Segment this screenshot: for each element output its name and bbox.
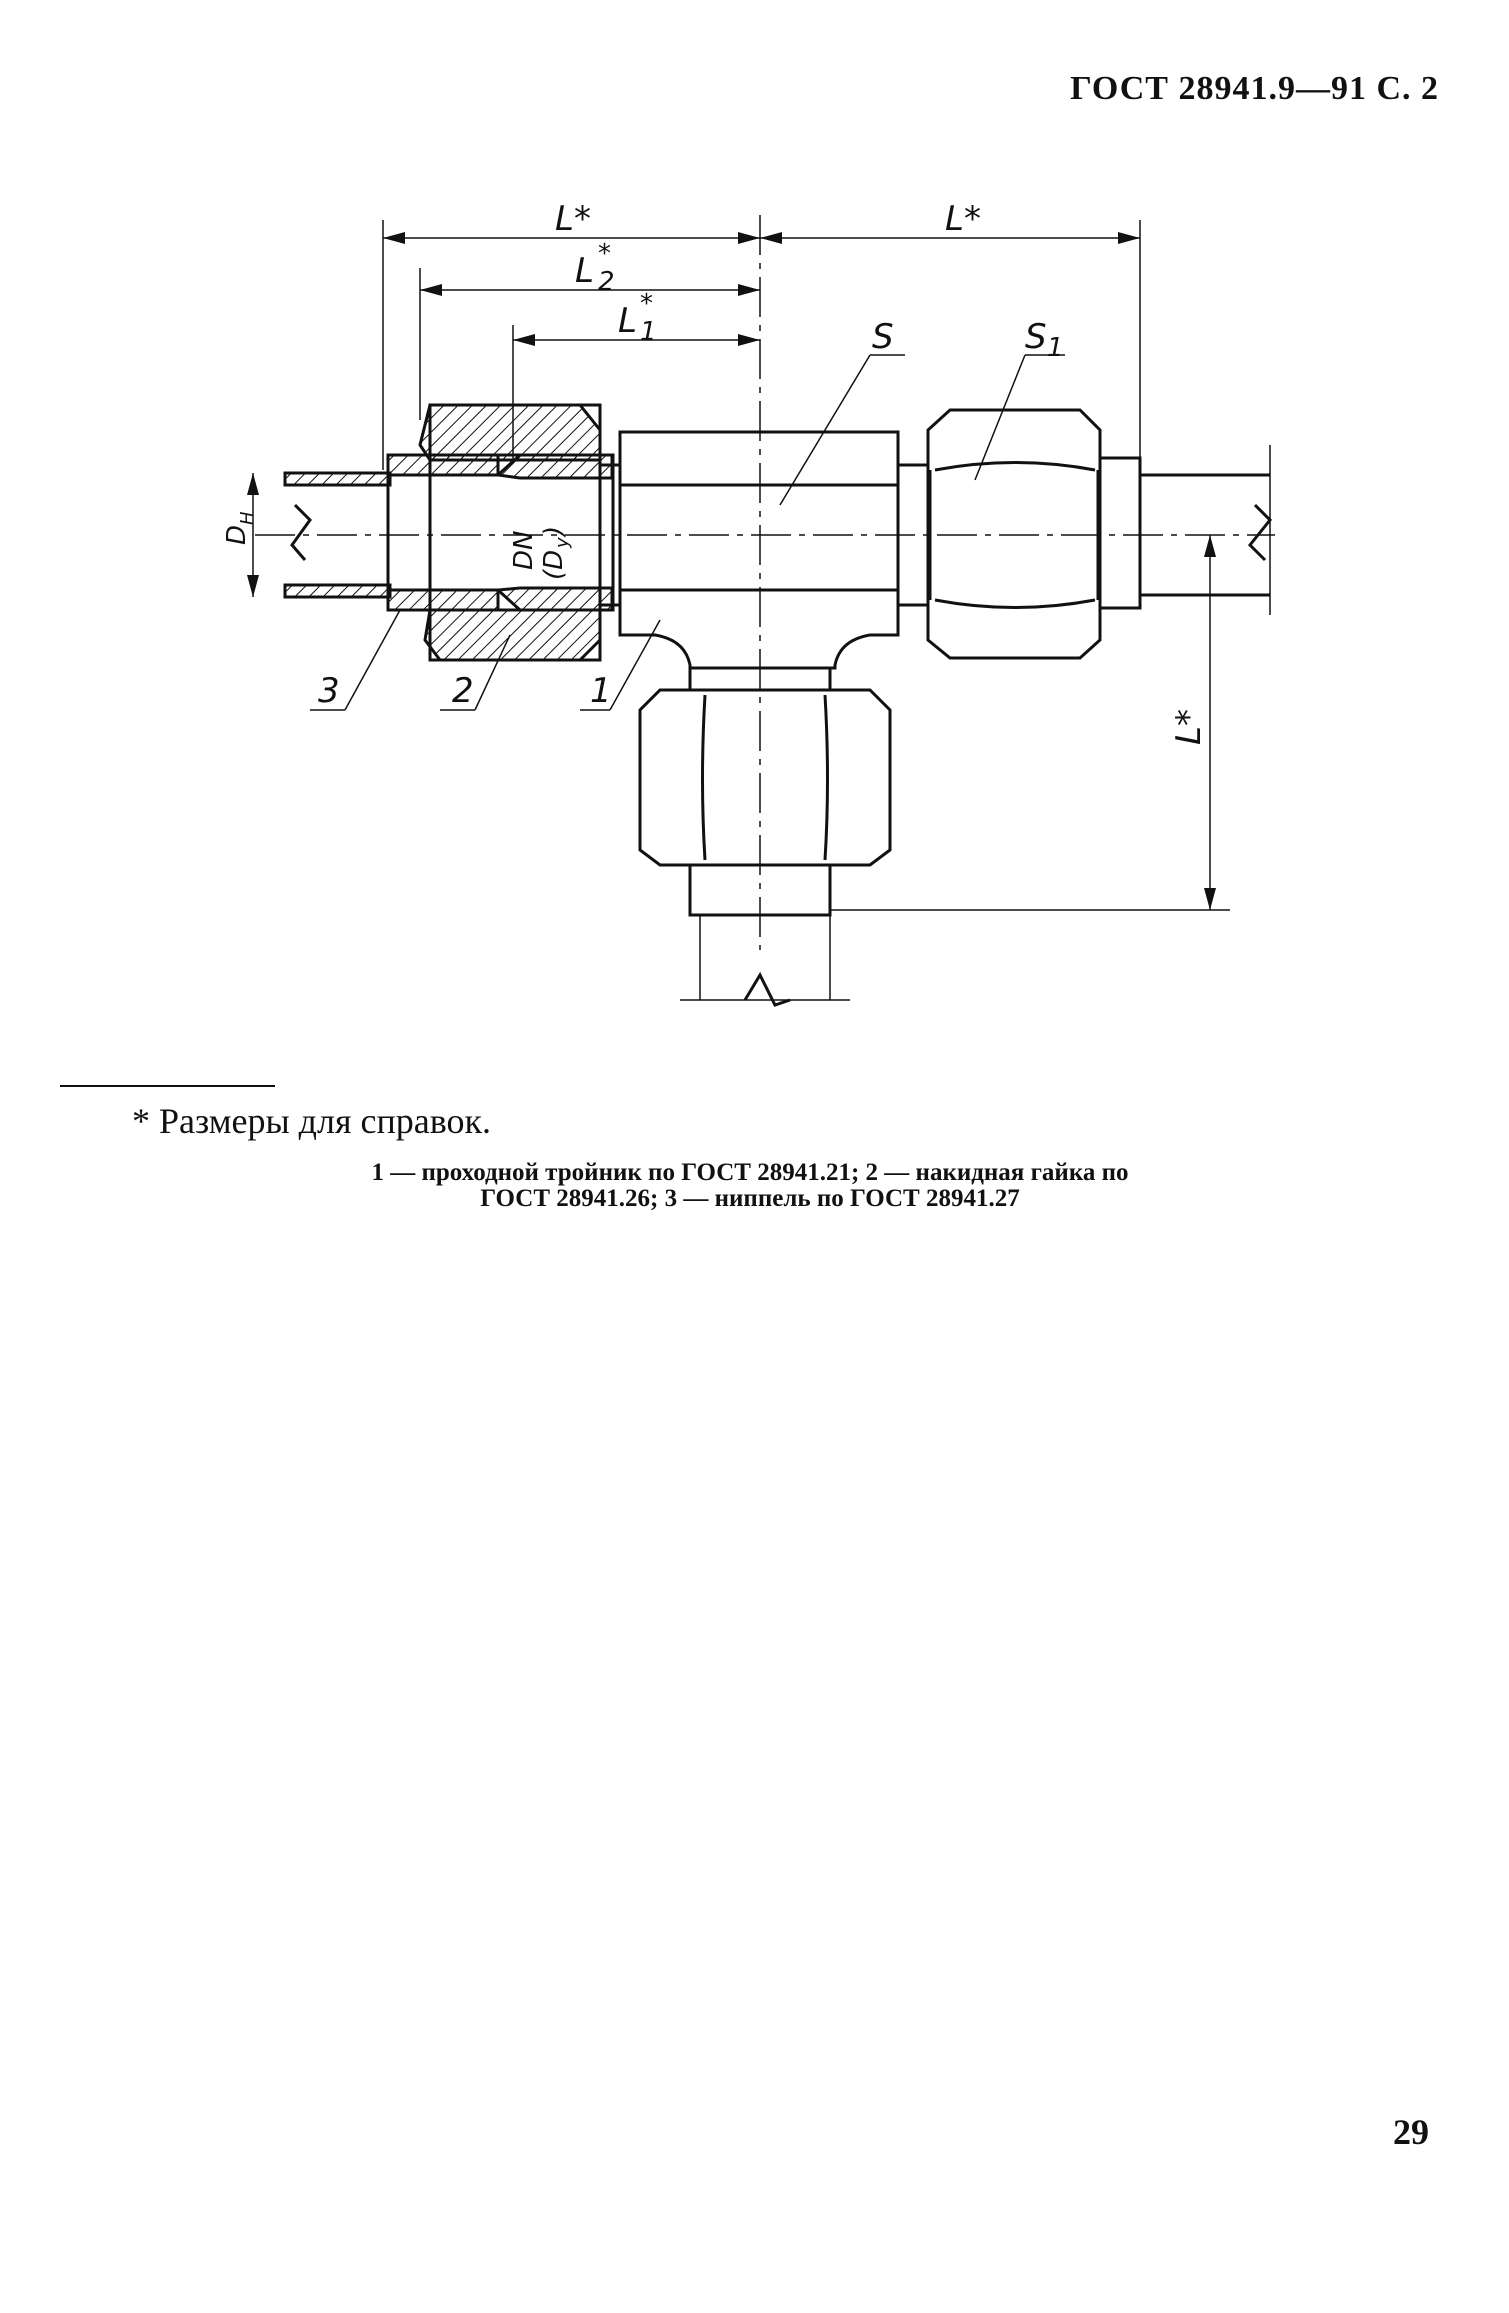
dim-dy-sub: y [552, 537, 573, 548]
footnote-divider [60, 1085, 275, 1087]
dim-l1-sub: 1 [640, 317, 657, 347]
part-label-3: 3 [318, 671, 340, 711]
dim-l-vertical: L* [1169, 709, 1209, 745]
dim-l-left: L* [555, 199, 591, 239]
label-s: S [872, 317, 894, 357]
dim-dy-open: (D [539, 549, 569, 580]
document-header: ГОСТ 28941.9—91 С. 2 [1070, 70, 1439, 107]
part-label-2: 2 [452, 671, 474, 711]
dim-l1: L [618, 301, 637, 341]
tee-fitting-drawing [0, 0, 1509, 1060]
label-s1-sub: 1 [1047, 333, 1064, 363]
label-s1: S [1025, 317, 1047, 357]
page-number: 29 [1393, 2112, 1429, 2152]
dim-l2-star: * [598, 239, 611, 269]
caption-line-1: 1 — проходной тройник по ГОСТ 28941.21; 2 — накидная гайка по [371, 1159, 1129, 1186]
dim-l-right: L* [945, 199, 981, 239]
dim-dy-close: ) [539, 525, 569, 536]
figure-caption [180, 1160, 1320, 1212]
dim-l2-sub: 2 [598, 267, 615, 297]
dim-l1-star: * [640, 289, 653, 319]
dim-dn-inner: DN [509, 530, 539, 570]
caption-line-2: ГОСТ 28941.26; 3 — ниппель по ГОСТ 28941.27 [480, 1185, 1020, 1212]
dim-dn: D [222, 524, 252, 545]
part-label-1: 1 [590, 671, 612, 711]
dim-l2: L [575, 251, 594, 291]
footnote-text: * Размеры для справок. [132, 1101, 491, 1141]
dim-dn-sub: H [237, 511, 258, 525]
